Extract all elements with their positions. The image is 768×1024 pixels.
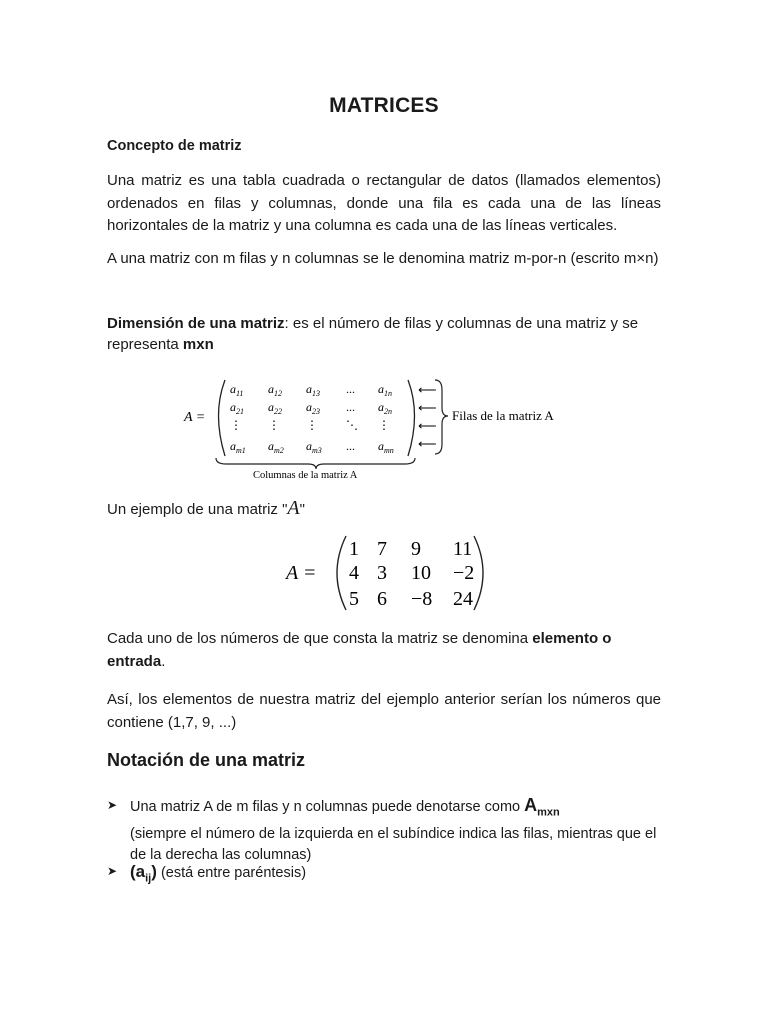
diagram-entry: ⋮ [268, 418, 280, 432]
example-entry: 11 [453, 538, 473, 560]
diagram-entry: $a_{m3}$ [306, 439, 322, 455]
diagram-entry: ... [346, 439, 355, 453]
example-entry: 4 [349, 562, 359, 584]
bullet1-symbol: $A_{mxn}$ [524, 795, 560, 819]
dimension-paragraph [107, 313, 661, 355]
row-arrow: ⟵ [418, 436, 437, 451]
example-intro-quote: " [299, 501, 305, 518]
diagram-entry: $a_{m1}$ [230, 439, 246, 455]
row-arrow: ⟵ [418, 382, 437, 397]
diagram-entry: ... [346, 382, 355, 396]
example-entry: 6 [377, 588, 387, 610]
asi-paragraph: Así, los elementos de nuestra matriz del ejemplo anterior serían los números que contiene (1,7, 9, ...) [107, 691, 661, 731]
example-entry: 5 [349, 588, 359, 610]
row-arrow: ⟵ [418, 418, 437, 433]
dimension-text: : es el número de filas y columnas de una matriz y se representa [107, 315, 639, 353]
diagram-entry: $a_{m2}$ [268, 439, 284, 455]
mxn-paragraph: A una matriz con m filas y n columnas se le denomina matriz m-por-n (escrito m×n) [107, 250, 659, 267]
bullet1-rest: (siempre el número de la izquierda en el subíndice indica las filas, mientras que el de la derecha las columnas) [130, 825, 657, 863]
diagram-left-paren [219, 380, 226, 456]
example-entry: −8 [411, 588, 433, 610]
example-lhs: A = [286, 562, 317, 584]
diagram-entry: $a_{mn}$ [378, 439, 394, 455]
concepto-paragraph: Una matriz es una tabla cuadrada o rectangular de datos (llamados elementos) ordenados en filas y columnas, donde una fila es cada una de las líneas horizontales de la matriz y una columna es cada una de las líneas verticales. [107, 172, 661, 234]
example-entry: −2 [453, 562, 475, 584]
dimension-mxn: mxn [182, 336, 214, 353]
diagram-entry: ⋱ [346, 418, 358, 432]
dimension-label: Dimensión de una matriz [107, 315, 285, 332]
diagram-entry: ⋮ [230, 418, 242, 432]
diagram-entry: ⋮ [378, 418, 390, 432]
bullet2-symbol: $(a_{ij})$ [130, 862, 157, 885]
diagram-entry: $a_{11}$ [230, 382, 244, 398]
diagram-entry: ⋮ [306, 418, 318, 432]
elemento-text: Cada uno de los números de que consta la matriz se denomina [107, 630, 533, 647]
row-arrow: ⟵ [418, 400, 437, 415]
notacion-bullet-2 [107, 861, 667, 889]
diagram-entry: $a_{22}$ [268, 400, 282, 416]
example-matrix [282, 533, 492, 613]
diagram-entry: $a_{12}$ [268, 382, 282, 398]
bullet-arrow-icon: ➤ [107, 798, 118, 812]
example-intro [107, 497, 661, 522]
diagram-entry: ... [346, 400, 355, 414]
elemento-end: . [161, 652, 166, 670]
diagram-entry: $a_{23}$ [306, 400, 320, 416]
example-entry: 24 [453, 588, 473, 610]
example-matrix-symbol: A [287, 497, 300, 519]
example-intro-text: Un ejemplo de una matriz " [107, 501, 288, 518]
rows-label: Filas de la matriz A [452, 408, 554, 423]
example-entry: 9 [411, 538, 421, 560]
diagram-right-paren [408, 380, 415, 456]
bullet2-text: (está entre paréntesis) [156, 865, 307, 881]
rows-brace [435, 380, 448, 454]
example-entry: 7 [377, 538, 387, 560]
diagram-entry: $a_{2n}$ [378, 400, 392, 416]
example-right-paren [474, 536, 483, 610]
general-matrix-diagram [180, 372, 600, 484]
bullet-arrow-icon: ➤ [107, 864, 118, 878]
diagram-entry: $a_{13}$ [306, 382, 320, 398]
notacion-bullet-1 [107, 795, 667, 866]
diagram-lhs: A = [184, 410, 206, 425]
example-left-paren [337, 536, 346, 610]
elemento-bold: elemento o entrada [107, 630, 612, 670]
notacion-heading: Notación de una matriz [107, 750, 306, 770]
row-arrows [418, 382, 437, 451]
concepto-heading: Concepto de matriz [107, 138, 242, 154]
example-entry: 10 [411, 562, 431, 584]
diagram-entry: $a_{21}$ [230, 400, 244, 416]
cols-label: Columnas de la matriz A [253, 470, 358, 481]
elemento-paragraph [107, 628, 661, 673]
cols-brace [216, 458, 415, 469]
example-entry: 3 [377, 562, 387, 584]
document-title: MATRICES [329, 94, 439, 117]
diagram-entry: $a_{1n}$ [378, 382, 392, 398]
bullet1-text: Una matriz A de m filas y n columnas puede denotarse como [130, 799, 525, 815]
example-entry: 1 [349, 538, 359, 560]
